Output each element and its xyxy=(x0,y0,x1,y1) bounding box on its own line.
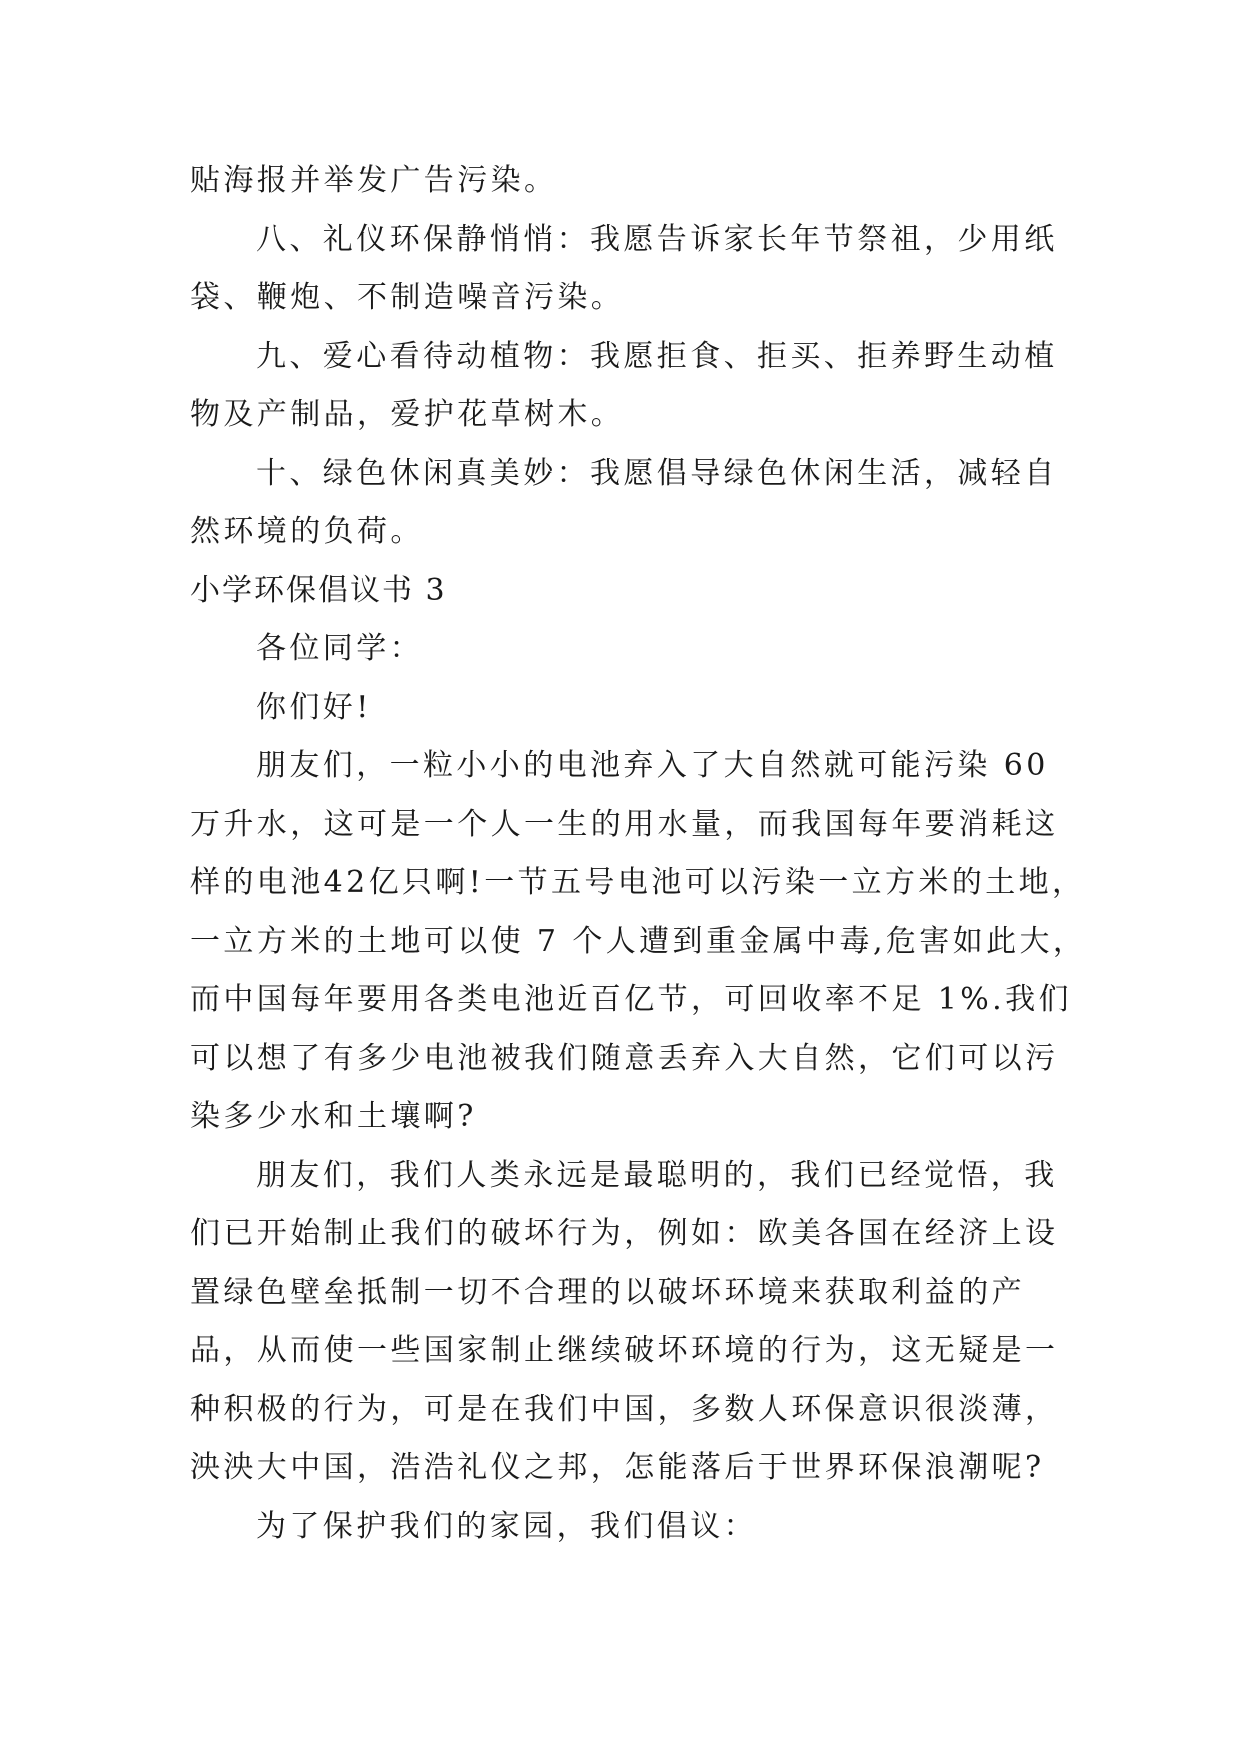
text-line: 袋、鞭炮、不制造噪音污染。 xyxy=(190,280,625,315)
text-line: 九、爱心看待动植物：我愿拒食、拒买、拒养野生动植 xyxy=(256,338,1058,374)
text-line: 八、礼仪环保静悄悄：我愿告诉家长年节祭祖，少用纸 xyxy=(256,221,1058,257)
text-line: 一立方米的土地可以使 7 个人遭到重金属中毒,危害如此大， xyxy=(190,923,1087,959)
text-line: 而中国每年要用各类电池近百亿节，可回收率不足 1%.我们 xyxy=(190,982,1072,1017)
text-line: 染多少水和土壤啊? xyxy=(190,1099,477,1134)
text-line: 泱泱大中国，浩浩礼仪之邦，怎能落后于世界环保浪潮呢? xyxy=(190,1450,1045,1485)
text-line: 为了保护我们的家园，我们倡议： xyxy=(256,1508,757,1544)
section-heading: 小学环保倡议书 3 xyxy=(190,572,447,608)
text-line: 们已开始制止我们的破坏行为，例如：欧美各国在经济上设 xyxy=(190,1216,1059,1251)
text-line: 万升水，这可是一个人一生的用水量，而我国每年要消耗这 xyxy=(190,806,1059,842)
text-line: 置绿色壁垒抵制一切不合理的以破坏环境来获取利益的产 xyxy=(190,1274,1025,1310)
text-line: 种积极的行为，可是在我们中国，多数人环保意识很淡薄， xyxy=(190,1391,1059,1427)
text-line: 然环境的负荷。 xyxy=(190,514,424,549)
text-line: 十、绿色休闲真美妙：我愿倡导绿色休闲生活，减轻自 xyxy=(256,455,1058,491)
text-line: 朋友们，我们人类永远是最聪明的，我们已经觉悟，我 xyxy=(256,1157,1058,1193)
text-line: 样的电池42亿只啊!一节五号电池可以污染一立方米的土地， xyxy=(190,865,1086,900)
text-line: 品，从而使一些国家制止继续破坏环境的行为，这无疑是一 xyxy=(190,1333,1059,1368)
salutation: 各位同学： xyxy=(256,631,423,666)
document-body xyxy=(190,152,1087,1556)
text-line: 贴海报并举发广告污染。 xyxy=(190,163,558,198)
text-line: 可以想了有多少电池被我们随意丢弃入大自然，它们可以污 xyxy=(190,1040,1059,1076)
text-line: 物及产制品，爱护花草树木。 xyxy=(190,397,625,432)
greeting: 你们好! xyxy=(256,689,372,725)
text-line: 朋友们，一粒小小的电池弃入了大自然就可能污染 60 xyxy=(256,748,1049,783)
